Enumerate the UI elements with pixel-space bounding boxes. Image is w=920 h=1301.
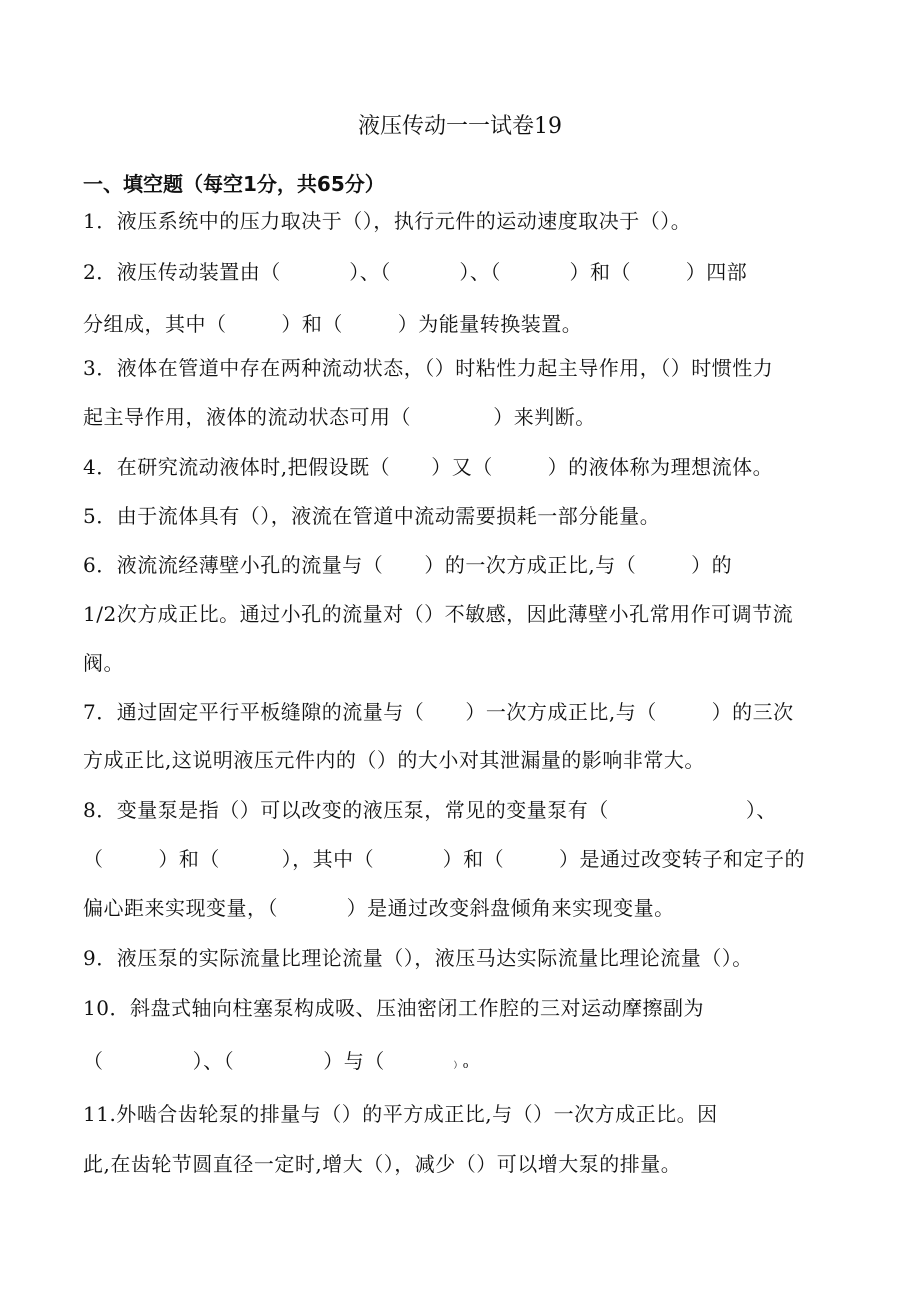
question-8-line-2: （ ）和（ ），其中（ ）和（ ）是通过改变转子和定子的	[83, 847, 806, 871]
question-10-blanks: （ ）、（ ）与（	[83, 1049, 454, 1073]
question-11-line-2: 此,在齿轮节圆直径一定时,增大（），减少（）可以增大泵的排量。	[83, 1152, 682, 1176]
question-6-line-1: 6．液流流经薄壁小孔的流量与（ ）的一次方成正比,与（ ）的	[83, 553, 733, 577]
question-7-line-2: 方成正比,这说明液压元件内的（）的大小对其泄漏量的影响非常大。	[83, 748, 705, 772]
question-3-line-2: 起主导作用，液体的流动状态可用（ ）来判断。	[83, 405, 596, 429]
question-1: 1．液压系统中的压力取决于（），执行元件的运动速度取决于（）。	[83, 209, 692, 233]
exam-title: 液压传动一一试卷19	[358, 114, 562, 139]
question-2-line-1: 2．液压传动装置由（ ）、（ ）、（ ）和（ ）四部	[83, 260, 748, 284]
question-7-line-1: 7．通过固定平行平板缝隙的流量与（ ）一次方成正比,与（ ）的三次	[83, 700, 794, 724]
question-9: 9．液压泵的实际流量比理论流量（），液压马达实际流量比理论流量（）。	[83, 946, 753, 970]
question-8-line-1: 8．变量泵是指（）可以改变的液压泵，常见的变量泵有（ ）、	[83, 798, 777, 822]
question-10-line-2	[83, 1047, 843, 1080]
question-3-line-1: 3．液体在管道中存在两种流动状态，（）时粘性力起主导作用，（）时惯性力	[83, 356, 774, 380]
question-5: 5．由于流体具有（），液流在管道中流动需要损耗一部分能量。	[83, 504, 661, 528]
question-6-line-3: 阀。	[83, 651, 124, 675]
question-8-line-3: 偏心距来实现变量，（ ）是通过改变斜盘倾角来实现变量。	[83, 896, 675, 920]
question-10-end: ）o	[453, 1061, 469, 1071]
question-6-line-2: 1/2次方成正比。通过小孔的流量对（）不敏感，因此薄壁小孔常用作可调节流	[83, 602, 794, 626]
question-11-line-1: 11.外啮合齿轮泵的排量与（）的平方成正比,与（）一次方成正比。因	[83, 1102, 718, 1126]
question-4: 4．在研究流动液体时,把假设既（ ）又（ ）的液体称为理想流体。	[83, 455, 774, 479]
question-10-line-1: 10．斜盘式轴向柱塞泵构成吸、压油密闭工作腔的三对运动摩擦副为	[83, 996, 704, 1020]
question-2-line-2: 分组成，其中（ ）和（ ）为能量转换装置。	[83, 312, 583, 336]
section-heading: 一、填空题（每空1分，共65分）	[83, 172, 385, 196]
